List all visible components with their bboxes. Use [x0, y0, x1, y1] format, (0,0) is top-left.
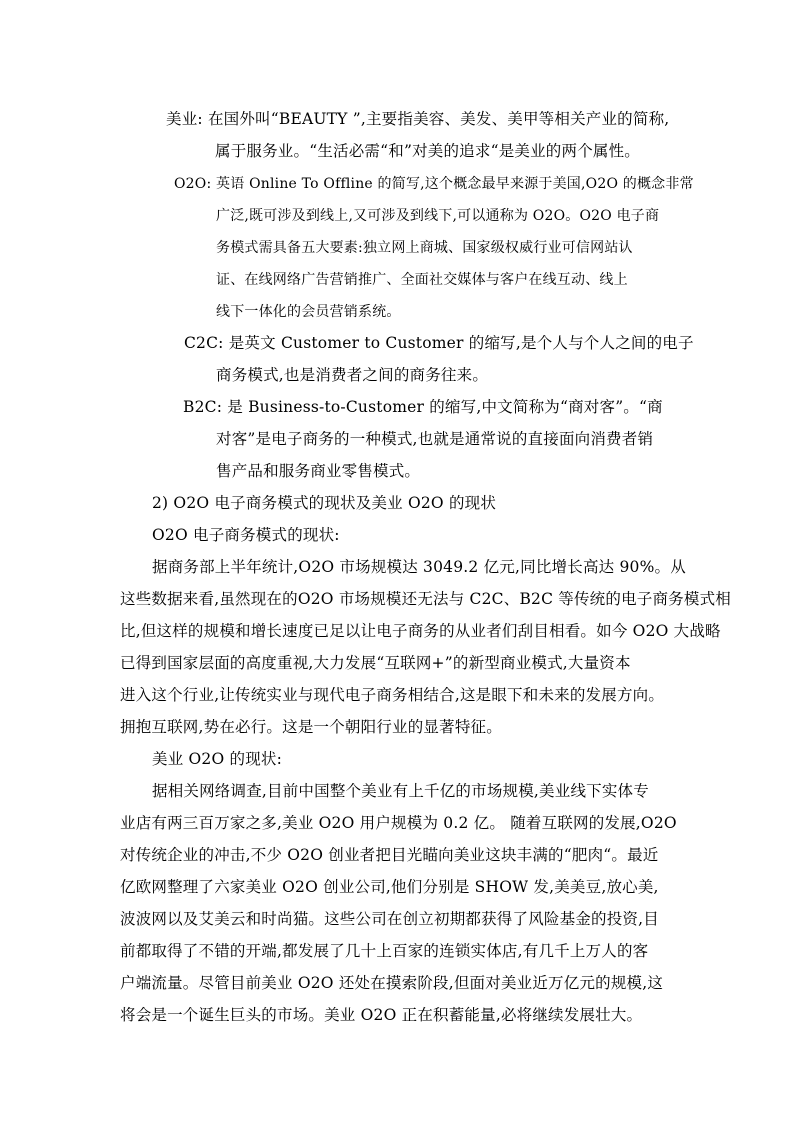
paragraph-beauty-line-6: 前都取得了不错的开端,都发展了几十上百家的连锁实体店,有几千上万人的客 [120, 942, 649, 960]
paragraph-beauty-line-1: 据相关网络调查,目前中国整个美业有上千亿的市场规模,美业线下实体专 [152, 782, 649, 800]
paragraph-o2o-line-6: 拥抱互联网,势在必行。这是一个朝阳行业的显著特征。 [120, 718, 502, 736]
paragraph-o2o-line-5: 进入这个行业,让传统实业与现代电子商务相结合,这是眼下和未来的发展方向。 [120, 686, 665, 704]
definition-o2o-line-5: 线下一体化的会员营销系统。 [216, 304, 401, 320]
subheading-beauty-o2o-status: 美业 O2O 的现状: [152, 750, 283, 768]
paragraph-o2o-line-2: 这些数据来看,虽然现在的O2O 市场规模还无法与 C2C、B2C 等传统的电子商务模式相 [120, 590, 731, 608]
definition-b2c-line-1: B2C: 是 Business-to-Customer 的缩写,中文简称为“商对客”。“商 [183, 398, 663, 416]
section-heading: 2) O2O 电子商务模式的现状及美业 O2O 的现状 [152, 494, 497, 512]
definition-o2o-line-4: 证、在线网络广告营销推广、全面社交媒体与客户在线互动、线上 [216, 272, 628, 288]
paragraph-beauty-line-8: 将会是一个诞生巨头的市场。美业 O2O 正在积蓄能量,必将继续发展壮大。 [120, 1006, 643, 1024]
paragraph-beauty-line-4: 亿欧网整理了六家美业 O2O 创业公司,他们分别是 SHOW 发,美美豆,放心美, [120, 878, 659, 896]
definition-b2c-line-3: 售产品和服务商业零售模式。 [216, 462, 421, 480]
definition-beauty-line-2: 属于服务业。“生活必需“和”对美的追求“是美业的两个属性。 [215, 142, 640, 160]
paragraph-o2o-line-4: 已得到国家层面的高度重视,大力发展“互联网+”的新型商业模式,大量资本 [120, 654, 631, 672]
subheading-o2o-status: O2O 电子商务模式的现状: [152, 526, 340, 544]
definition-o2o-line-2: 广泛,既可涉及到线上,又可涉及到线下,可以通称为 O2O。O2O 电子商 [216, 208, 660, 224]
definition-o2o-line-3: 务模式需具备五大要素:独立网上商城、国家级权威行业可信网站认 [216, 240, 633, 256]
paragraph-o2o-line-3: 比,但这样的规模和增长速度已足以让电子商务的从业者们刮目相看。如今 O2O 大战略 [120, 622, 721, 640]
paragraph-beauty-line-3: 对传统企业的冲击,不少 O2O 创业者把目光瞄向美业这块丰满的“肥肉“。最近 [120, 846, 659, 864]
definition-o2o-line-1: O2O: 英语 Online To Offline 的简写,这个概念最早来源于美国,O2O 的概念非常 [174, 176, 694, 192]
definition-b2c-line-2: 对客”是电子商务的一种模式,也就是通常说的直接面向消费者销 [216, 430, 654, 448]
paragraph-beauty-line-2: 业店有两三百万家之多,美业 O2O 用户规模为 0.2 亿。 随着互联网的发展,O2O [120, 814, 677, 832]
paragraph-beauty-line-7: 户端流量。尽管目前美业 O2O 还处在摸索阶段,但面对美业近万亿元的规模,这 [120, 974, 664, 992]
definition-beauty-line-1: 美业: 在国外叫“BEAUTY ”,主要指美容、美发、美甲等相关产业的简称, [166, 110, 670, 128]
paragraph-beauty-line-5: 波波网以及艾美云和时尚猫。这些公司在创立初期都获得了风险基金的投资,目 [120, 910, 659, 928]
paragraph-o2o-line-1: 据商务部上半年统计,O2O 市场规模达 3049.2 亿元,同比增长高达 90%。从 [152, 558, 686, 576]
definition-c2c-line-1: C2C: 是英文 Customer to Customer 的缩写,是个人与个人之间的电子 [184, 334, 694, 352]
definition-c2c-line-2: 商务模式,也是消费者之间的商务往来。 [216, 366, 489, 384]
